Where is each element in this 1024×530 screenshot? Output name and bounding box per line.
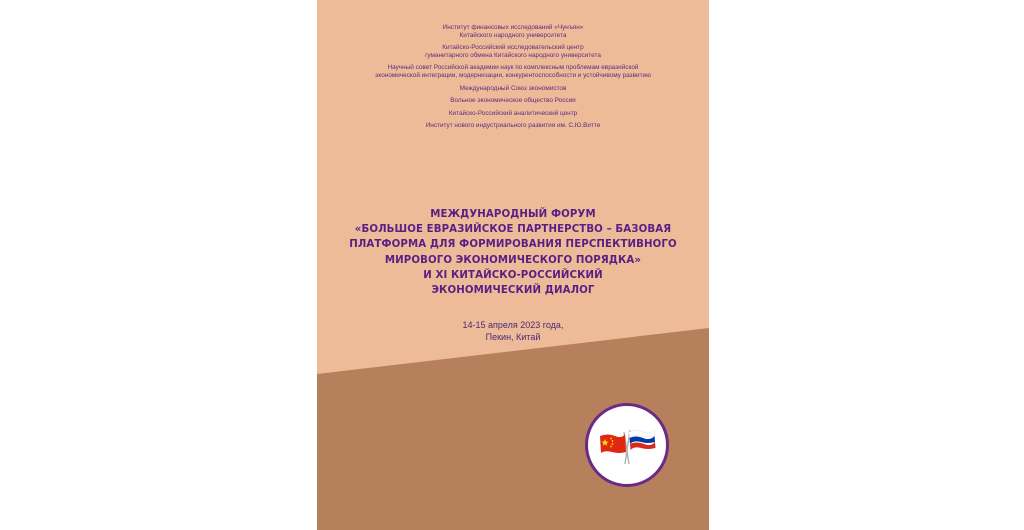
forum-title — [337, 207, 689, 298]
organization-1: Институт финансовых исследований «Чунъян» Китайского народного университета — [442, 24, 584, 39]
title-line-5: И XI КИТАЙСКО-РОССИЙСКИЙ — [423, 269, 603, 281]
title-line-2: «БОЛЬШОЕ ЕВРАЗИЙСКОЕ ПАРТНЕРСТВО – БАЗОВАЯ — [354, 224, 672, 236]
organization-3: Научный совет Российской академии наук по комплексным проблемам евразийской экономической интеграции, модернизации, конкурентоспособности и устойчивому развитию — [375, 64, 651, 79]
title-line-1: МЕЖДУНАРОДНЫЙ ФОРУМ — [430, 209, 596, 220]
china-russia-flags-icon — [585, 403, 669, 487]
title-line-4: МИРОВОГО ЭКОНОМИЧЕСКОГО ПОРЯДКА» — [384, 254, 642, 266]
organization-5: Вольное экономическое общество России — [450, 97, 576, 105]
event-dates: 14-15 апреля 2023 года, — [462, 320, 564, 330]
book-cover — [317, 0, 709, 530]
organizations-list — [317, 24, 709, 135]
organization-2: Китайско-Российский исследовательский центр гуманитарного обмена Китайского народного университета — [425, 44, 601, 59]
title-line-6: ЭКОНОМИЧЕСКИЙ ДИАЛОГ — [431, 285, 595, 297]
event-location: Пекин, Китай — [485, 331, 541, 342]
title-line-3: ПЛАТФОРМА ДЛЯ ФОРМИРОВАНИЯ ПЕРСПЕКТИВНОГО — [349, 239, 677, 251]
organization-7: Институт нового индустриального развития им. С.Ю.Витте — [425, 122, 601, 130]
organization-6: Китайско-Российский аналитический центр — [448, 109, 578, 117]
organization-4: Международный Союз экономистов — [459, 84, 567, 92]
event-info — [317, 320, 709, 343]
